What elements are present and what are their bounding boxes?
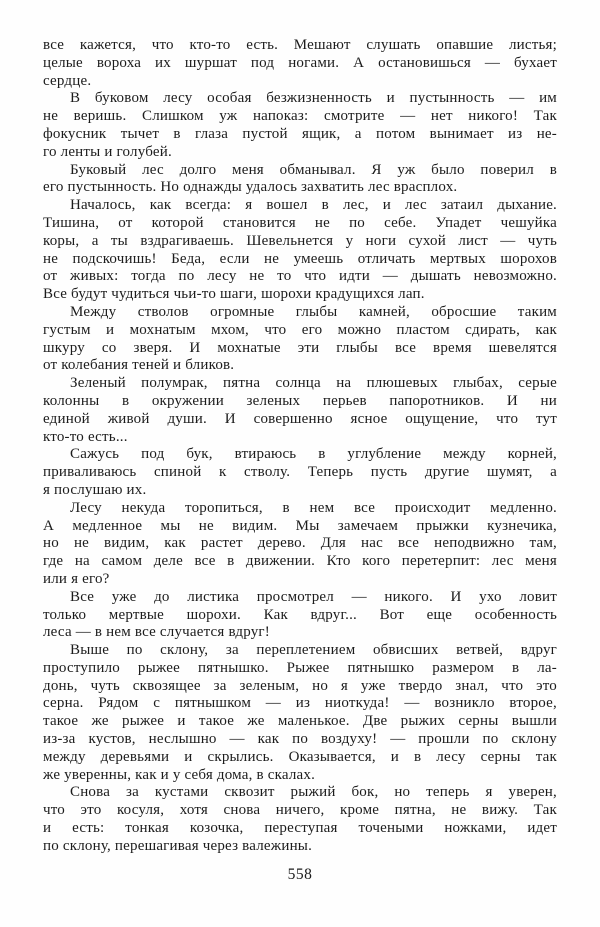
text-line: А медленное мы не видим. Мы замечаем прыжки кузнечика, xyxy=(43,517,557,534)
text-line: Сажусь под бук, втираюсь в углубление между корней, xyxy=(70,446,557,463)
text-line: по склону, перешагивая через валежины. xyxy=(43,837,313,854)
text-line: кто-то есть... xyxy=(43,428,128,445)
text-block xyxy=(43,37,557,856)
paragraph xyxy=(43,197,557,304)
page-number: 558 xyxy=(287,866,313,883)
text-line: из-за кустов, неслышно — как по воздуху! — прошли по склону xyxy=(43,731,557,748)
text-line: все кажется, что кто-то есть. Мешают слушать опавшие листья; xyxy=(43,37,557,53)
paragraph xyxy=(43,446,557,499)
text-line: донь, чуть сквозящее за зеленым, но я уже твердо знал, что это xyxy=(43,677,557,694)
text-line: только мертвые шорохи. Как вдруг... Вот еще особенность xyxy=(43,606,557,623)
text-line: леса — в нем все случается вдруг! xyxy=(43,624,270,641)
text-line: Буковый лес долго меня обманывал. Я уж было поверил в xyxy=(70,161,557,178)
text-line: Тишина, от которой становится не по себе. Упадет чешуйка xyxy=(43,214,557,231)
text-line: Началось, как всегда: я вошел в лес, и лес затаил дыхание. xyxy=(70,197,557,214)
paragraph xyxy=(43,90,557,161)
text-line: не веришь. Слишком уж напоказ: смотрите — нет никого! Так xyxy=(43,108,557,125)
text-line: целые вороха их шуршат под ногами. А остановишься — бухает xyxy=(43,54,557,71)
text-line: коры, а ты вздрагиваешь. Шевельнется у ноги сухой лист — чуть xyxy=(43,232,557,249)
text-line: между деревьями и скрылись. Оказывается, и в лесу серны так xyxy=(43,748,557,765)
text-line: Зеленый полумрак, пятна солнца на плюшевых глыбах, серые xyxy=(70,375,557,392)
text-line: такое же рыжее и такое же маленькое. Две рыжих серны вышли xyxy=(43,713,557,730)
text-line: Лесу некуда торопиться, в нем все происходит медленно. xyxy=(70,499,557,516)
paragraph xyxy=(43,784,557,855)
paragraph xyxy=(43,500,557,589)
paragraph xyxy=(43,589,557,642)
text-line: В буковом лесу особая безжизненность и пустынность — им xyxy=(70,90,557,107)
text-line: но не видим, как растет дерево. Для нас все неподвижно там, xyxy=(43,535,557,552)
text-line: колонны в окружении зеленых перьев папоротников. И ни xyxy=(43,392,557,409)
text-line: я послушаю их. xyxy=(43,481,147,498)
text-line: Между стволов огромные глыбы камней, обросшие таким xyxy=(70,303,557,320)
text-line: и есть: тонкая козочка, переступая точеными ножками, идет xyxy=(43,820,557,837)
text-line: Снова за кустами сквозит рыжий бок, но теперь я уверен, xyxy=(70,784,557,801)
text-line: проступило рыжее пятнышко. Рыжее пятнышко размером в ла- xyxy=(43,659,557,676)
text-line: от колебания теней и бликов. xyxy=(43,357,235,374)
paragraph xyxy=(43,375,557,446)
text-line: единой живой души. И совершенно ясное ощущение, что тут xyxy=(43,410,557,427)
text-line: фокусник тычет в глаза пустой ящик, а потом вынимает из не- xyxy=(43,125,557,142)
text-line: Все уже до листика просмотрел — никого. И ухо ловит xyxy=(70,588,557,605)
text-line: где на самом деле все в движении. Кто кого перетерпит: лес меня xyxy=(43,553,557,570)
paragraph xyxy=(43,162,557,198)
text-line: густым и мохнатым мхом, что его можно пластом сдирать, как xyxy=(43,321,557,338)
text-line: шкуру со зверя. И мохнатые эти глыбы все время шевелятся xyxy=(43,339,557,356)
text-line: же уверенны, как и у себя дома, в скалах. xyxy=(43,766,316,783)
paragraph xyxy=(43,642,557,784)
text-line: от живых: тогда по лесу не то что идти — дышать невозможно. xyxy=(43,268,557,285)
text-line: серна. Рядом с пятнышком — из ниоткуда! — возникло второе, xyxy=(43,695,557,712)
paragraph xyxy=(43,37,557,90)
paragraph xyxy=(43,304,557,375)
text-line: или я его? xyxy=(43,570,110,587)
text-line: не подскочишь! Беда, если не умеешь отличать мертвых шорохов xyxy=(43,250,557,267)
text-line: приваливаюсь спиной к стволу. Теперь пусть другие шумят, а xyxy=(43,464,557,481)
text-line: Выше по склону, за переплетением обвисших ветвей, вдруг xyxy=(70,642,557,659)
text-line: что это косуля, хотя снова ничего, кроме пятна, не вижу. Так xyxy=(43,802,557,819)
text-line: сердце. xyxy=(43,72,92,89)
text-line: Все будут чудиться чьи-то шаги, шорохи крадущихся лап. xyxy=(43,286,425,303)
text-line: его пустынность. Но однажды удалось захватить лес врасплох. xyxy=(43,179,458,196)
text-line: го ленты и голубей. xyxy=(43,143,172,160)
